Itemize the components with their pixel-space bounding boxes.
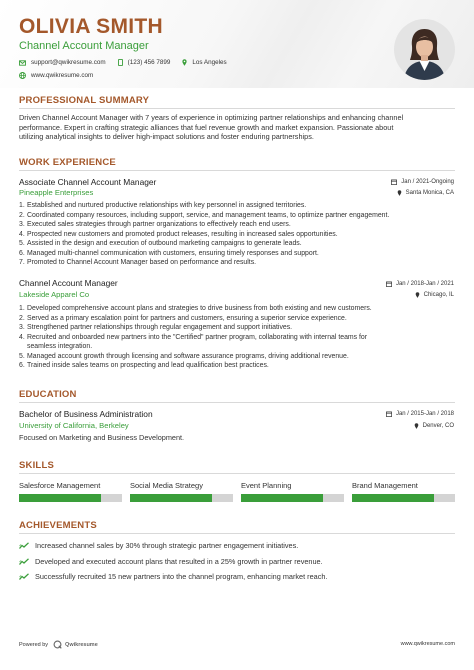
experience-divider: [19, 170, 455, 171]
skill-bar: [352, 494, 455, 502]
skill-name: Social Media Strategy: [130, 481, 203, 490]
achievement-item: Developed and executed account plans that resulted in a 25% growth in partner revenue.: [19, 557, 323, 566]
list-item: 4. Prospected new customers and promoted product releases, resulting in increased sales opportunities.: [19, 230, 338, 238]
summary-line: Driven Channel Account Manager with 7 years of experience in optimizing partner relationships and enhancing channel: [19, 113, 404, 122]
company-name: Pineapple Enterprises: [19, 188, 94, 197]
contact-row: [19, 59, 239, 66]
list-item: 2. Served as a primary escalation point for partners and customers, ensuring a superior service experience.: [19, 314, 347, 322]
skill-name: Brand Management: [352, 481, 418, 490]
job-title: Associate Channel Account Manager: [19, 177, 157, 187]
education-dates-text: Jan / 2015-Jan / 2018: [395, 411, 454, 417]
education-dates: [386, 411, 454, 417]
phone-icon: [118, 59, 123, 66]
list-item: 5. Managed account growth through licensing and software assurance programs, driving additional revenue.: [19, 352, 349, 360]
company-name: Lakeside Apparel Co: [19, 290, 90, 299]
skill-item: [19, 481, 122, 502]
skills-heading: SKILLS: [19, 460, 54, 471]
education-note: Focused on Marketing and Business Development.: [19, 433, 185, 442]
location-text: Los Angeles: [192, 59, 227, 66]
location-pin-icon: [415, 292, 420, 298]
website-text: www.qwikresume.com: [31, 72, 94, 79]
achievements-divider: [19, 533, 455, 534]
list-item: 3. Strengthened partner relationships through regular engagement and support initiatives.: [19, 324, 293, 331]
email-icon: [19, 60, 26, 66]
job-bullets: [19, 304, 455, 371]
location-pin-icon: [182, 59, 187, 66]
powered-by-label: Powered by: [19, 641, 49, 648]
trophy-check-icon: [19, 542, 29, 550]
list-item: seamless integration.: [27, 343, 93, 350]
list-item: 2. Coordinated company resources, including support, service, and management teams, to optimize partner engagement.: [19, 211, 390, 219]
profile-photo: [394, 19, 455, 80]
summary-text: [19, 113, 457, 142]
list-item: 6. Trained inside sales teams on prospecting and lead qualification best practices.: [19, 362, 269, 369]
skills-divider: [19, 473, 455, 474]
footer-url[interactable]: www.qwikresume.com: [400, 641, 455, 647]
candidate-name: OLIVIA SMITH: [19, 15, 163, 38]
footer-powered-by: [19, 640, 98, 649]
job-dates: [386, 281, 454, 287]
degree-title: Bachelor of Business Administration: [19, 409, 153, 419]
list-item: 1. Established and nurtured productive relationships with key personnel in assigned territories.: [19, 202, 307, 209]
skill-bar-fill: [241, 494, 323, 502]
contact-location: [182, 59, 226, 66]
job-location: [415, 292, 454, 298]
skill-item: [352, 481, 455, 502]
summary-line: utilizing analytical insights to deliver high-impact solutions and foster enduring partnerships.: [19, 132, 314, 142]
contact-phone[interactable]: [118, 59, 171, 66]
skill-bar-fill: [130, 494, 212, 502]
education-heading: EDUCATION: [19, 389, 77, 400]
phone-text: (123) 456 7899: [127, 59, 171, 66]
skill-item: [241, 481, 344, 502]
globe-icon: [19, 72, 26, 79]
education-location-text: Denver, CO: [422, 423, 454, 429]
achievement-item: Increased channel sales by 30% through strategic partner engagement initiatives.: [19, 541, 298, 550]
skill-name: Event Planning: [241, 481, 292, 490]
qwikresume-logo-icon: [53, 640, 62, 649]
brand-name: Qwikresume: [65, 641, 98, 648]
job-bullets: [19, 201, 455, 268]
education-location: [414, 423, 454, 429]
list-item: 7. Promoted to Channel Account Manager based on performance and results.: [19, 259, 257, 266]
list-item: 5. Assisted in the design and execution of outbound marketing campaigns to generate leads.: [19, 240, 302, 247]
job-location-text: Santa Monica, CA: [405, 190, 454, 196]
school-name: University of California, Berkeley: [19, 421, 129, 430]
skill-bar: [241, 494, 344, 502]
summary-heading: PROFESSIONAL SUMMARY: [19, 95, 150, 106]
calendar-icon: [386, 411, 392, 417]
list-item: 1. Developed comprehensive account plans and strategies to drive business from both existing and new customers.: [19, 305, 372, 312]
summary-divider: [19, 108, 455, 109]
experience-heading: WORK EXPERIENCE: [19, 157, 116, 168]
list-item: 6. Managed multi-channel communication with customers, ensuring timely responses and support.: [19, 249, 319, 257]
contact-email[interactable]: [19, 59, 106, 66]
skill-item: [130, 481, 233, 502]
calendar-icon: [391, 179, 397, 185]
job-location-text: Chicago, IL: [423, 292, 454, 298]
list-item: 4. Recruited and onboarded new partners into the "Certified" partner program, collaborating with internal teams for: [19, 333, 368, 341]
trophy-check-icon: [19, 573, 29, 581]
job-dates: [391, 179, 454, 185]
candidate-title: Channel Account Manager: [19, 40, 149, 52]
summary-line: performance. Expert in crafting strategic alliances that fuel revenue growth and market expansion. Passionate about: [19, 122, 394, 132]
list-item: 3. Executed sales strategies through partner organizations to effectively reach end users.: [19, 221, 291, 228]
skill-bar: [130, 494, 233, 502]
location-pin-icon: [397, 190, 402, 196]
location-pin-icon: [414, 423, 419, 429]
job-title: Channel Account Manager: [19, 278, 118, 288]
skill-bar-fill: [19, 494, 101, 502]
skill-bar-fill: [352, 494, 434, 502]
job-dates-text: Jan / 2018-Jan / 2021: [395, 281, 454, 287]
education-divider: [19, 402, 455, 403]
email-text: support@qwikresume.com: [31, 59, 106, 66]
job-location: [397, 190, 454, 196]
calendar-icon: [386, 281, 392, 287]
trophy-check-icon: [19, 558, 29, 566]
contact-row-2: [19, 72, 105, 79]
skill-bar: [19, 494, 122, 502]
contact-website[interactable]: [19, 72, 93, 79]
achievement-item: Successfully recruited 15 new partners into the channel program, enhancing market reach.: [19, 572, 327, 581]
achievements-heading: ACHIEVEMENTS: [19, 520, 97, 531]
skill-name: Salesforce Management: [19, 481, 101, 490]
job-dates-text: Jan / 2021-Ongoing: [401, 179, 454, 185]
